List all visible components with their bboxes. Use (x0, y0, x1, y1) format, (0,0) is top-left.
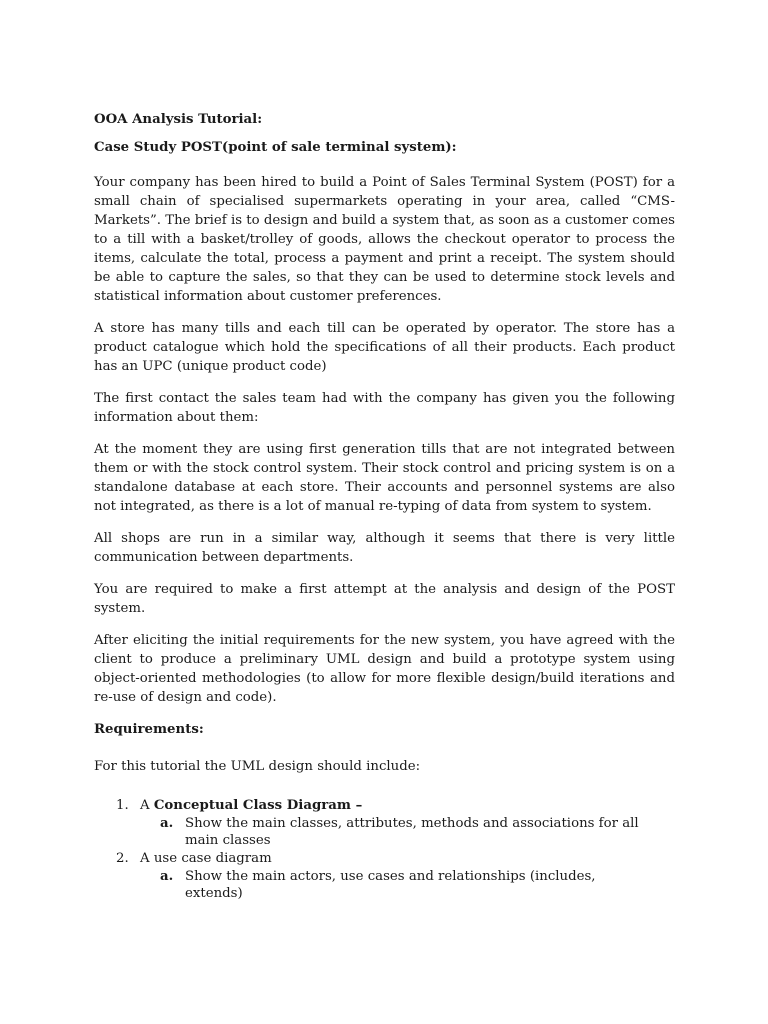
paragraph-required: You are required to make a first attempt at the analysis and design of the POST system. (94, 582, 675, 616)
paragraph-store: A store has many tills and each till can be operated by operator. The store has a product catalogue which hold the specifications of all their products. Each product has an UPC (unique product code) (94, 321, 675, 374)
paragraph-first-contact: The first contact the sales team had with the company has given you the following information about them: (94, 391, 675, 425)
list-item-number: 1. (116, 798, 129, 813)
sublist-item (94, 868, 675, 902)
list-item-prefix: A use case diagram (140, 851, 272, 866)
list-item-number: 2. (116, 851, 129, 866)
paragraph-shops: All shops are run in a similar way, although it seems that there is very little communication between departments. (94, 531, 675, 565)
sublist-item-text: Show the main actors, use cases and relationships (includes, extends) (185, 869, 596, 901)
document-content (94, 110, 675, 902)
sublist-item (94, 815, 675, 849)
requirements-heading: Requirements: (94, 722, 204, 737)
case-study-heading: Case Study POST(point of sale terminal system): (94, 140, 457, 155)
document-title: OOA Analysis Tutorial: (94, 112, 263, 127)
sublist (140, 868, 675, 902)
paragraph-brief: Your company has been hired to build a Point of Sales Terminal System (POST) for a small chain of specialised supermarkets operating in your area, called “CMS-Markets”. The brief is to design and build a system that, as soon as a customer comes to a till with a basket/trolley of goods, allows the checkout operator to process the items, calculate the total, process a payment and print a receipt. The system should be able to capture the sales, so that they can be used to determine stock levels and statistical information about customer preferences. (94, 175, 675, 304)
list-item (94, 796, 675, 849)
list-item (94, 849, 675, 902)
sublist-item-text: Show the main classes, attributes, methods and associations for all main classes (185, 816, 639, 848)
list-item-prefix: A (140, 798, 154, 813)
list-item-bold: Conceptual Class Diagram – (153, 798, 363, 813)
requirements-list (94, 796, 675, 902)
sublist-item-letter: a. (160, 869, 174, 884)
sublist-item-letter: a. (160, 816, 174, 831)
sublist (140, 815, 675, 849)
requirements-intro: For this tutorial the UML design should include: (94, 759, 421, 774)
paragraph-prototype: After eliciting the initial requirements for the new system, you have agreed with the client to produce a preliminary UML design and build a prototype system using object-oriented methodologies (to allow for more flexible design/build iterations and re-use of design and code). (94, 633, 675, 705)
paragraph-current-systems: At the moment they are using first generation tills that are not integrated between them or with the stock control system. Their stock control and pricing system is on a standalone database at each store. Their accounts and personnel systems are also not integrated, as there is a lot of manual re-typing of data from system to system. (94, 442, 675, 514)
